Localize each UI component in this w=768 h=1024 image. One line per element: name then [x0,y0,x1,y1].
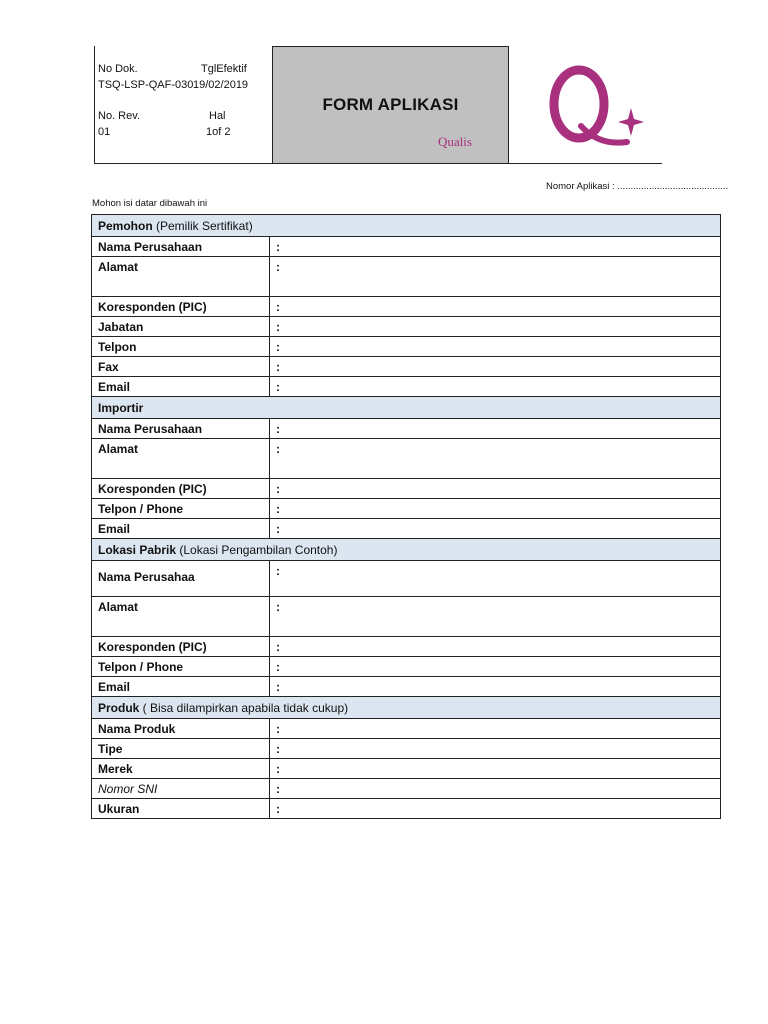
field-label: Tipe [92,739,270,759]
form-row [92,337,721,357]
field-input[interactable]: : [270,657,721,677]
field-label: Koresponden (PIC) [92,297,270,317]
section-title: Lokasi Pabrik [98,543,177,557]
form-row [92,597,721,637]
field-input[interactable]: : [270,561,721,597]
field-label: Alamat [92,257,270,297]
section-subtitle: (Pemilik Sertifikat) [152,219,253,233]
form-row [92,317,721,337]
tgl-efektif-value: 19/02/2019 [193,79,249,91]
field-input[interactable]: : [270,357,721,377]
hal-value: 1of 2 [206,126,231,138]
form-row [92,799,721,819]
field-label: Telpon / Phone [92,499,270,519]
field-input[interactable]: : [270,297,721,317]
application-form-table [91,214,721,819]
field-input[interactable]: : [270,677,721,697]
form-row [92,439,721,479]
form-row [92,297,721,317]
field-label: Telpon [92,337,270,357]
form-row [92,739,721,759]
form-row [92,677,721,697]
form-row [92,779,721,799]
field-label: Nama Perusahaa [92,561,270,597]
form-row [92,237,721,257]
field-label: Alamat [92,439,270,479]
form-title-box [272,46,509,164]
form-row [92,257,721,297]
field-input[interactable]: : [270,719,721,739]
field-input[interactable]: : [270,739,721,759]
field-input[interactable]: : [270,499,721,519]
section-header-pemohon [92,215,721,237]
field-label: Fax [92,357,270,377]
no-dok-label: No Dok. [98,63,138,75]
field-label: Merek [92,759,270,779]
form-row [92,499,721,519]
form-title: FORM APLIKASI [322,95,459,114]
section-header-lokasi-pabrik [92,539,721,561]
qualis-logo-icon [509,46,662,164]
section-title: Pemohon [98,219,153,233]
field-label: Telpon / Phone [92,657,270,677]
field-label: Ukuran [92,799,270,819]
form-row [92,719,721,739]
section-subtitle: (Lokasi Pengambilan Contoh) [176,543,338,557]
nomor-aplikasi: Nomor Aplikasi : .......................................... [546,181,729,192]
instruction-text: Mohon isi datar dibawah ini [92,198,208,209]
field-input[interactable]: : [270,317,721,337]
field-input[interactable]: : [270,439,721,479]
field-input[interactable]: : [270,597,721,637]
form-row [92,519,721,539]
form-row [92,561,721,597]
form-row [92,479,721,499]
field-label: Jabatan [92,317,270,337]
section-header-importir [92,397,721,419]
section-title: Importir [98,401,144,415]
field-label: Nama Produk [92,719,270,739]
section-title: Produk [98,701,140,715]
field-label: Koresponden (PIC) [92,637,270,657]
hal-label: Hal [209,110,226,122]
form-row [92,377,721,397]
field-input[interactable]: : [270,337,721,357]
form-row [92,419,721,439]
form-row [92,759,721,779]
section-header-produk [92,697,721,719]
field-input[interactable]: : [270,377,721,397]
form-row [92,637,721,657]
field-label: Email [92,519,270,539]
field-input[interactable]: : [270,237,721,257]
no-rev-label: No. Rev. [98,110,140,122]
document-header [94,46,662,164]
document-info-box [94,46,272,164]
field-input[interactable]: : [270,479,721,499]
no-dok-value: TSQ-LSP-QAF-030 [98,79,194,91]
logo-box [509,46,662,164]
section-subtitle: ( Bisa dilampirkan apabila tidak cukup) [139,701,349,715]
form-row [92,357,721,377]
field-input[interactable]: : [270,799,721,819]
field-label: Nama Perusahaan [92,237,270,257]
form-row [92,657,721,677]
field-input[interactable]: : [270,759,721,779]
field-input[interactable]: : [270,519,721,539]
field-label: Nomor SNI [92,779,270,799]
field-label: Alamat [92,597,270,637]
tgl-efektif-label: TglEfektif [201,63,247,75]
field-input[interactable]: : [270,637,721,657]
field-input[interactable]: : [270,419,721,439]
field-label: Nama Perusahaan [92,419,270,439]
logo-text: Qualis [438,134,472,149]
field-input[interactable]: : [270,779,721,799]
no-rev-value: 01 [98,126,111,138]
field-input[interactable]: : [270,257,721,297]
field-label: Email [92,377,270,397]
field-label: Koresponden (PIC) [92,479,270,499]
field-label: Email [92,677,270,697]
